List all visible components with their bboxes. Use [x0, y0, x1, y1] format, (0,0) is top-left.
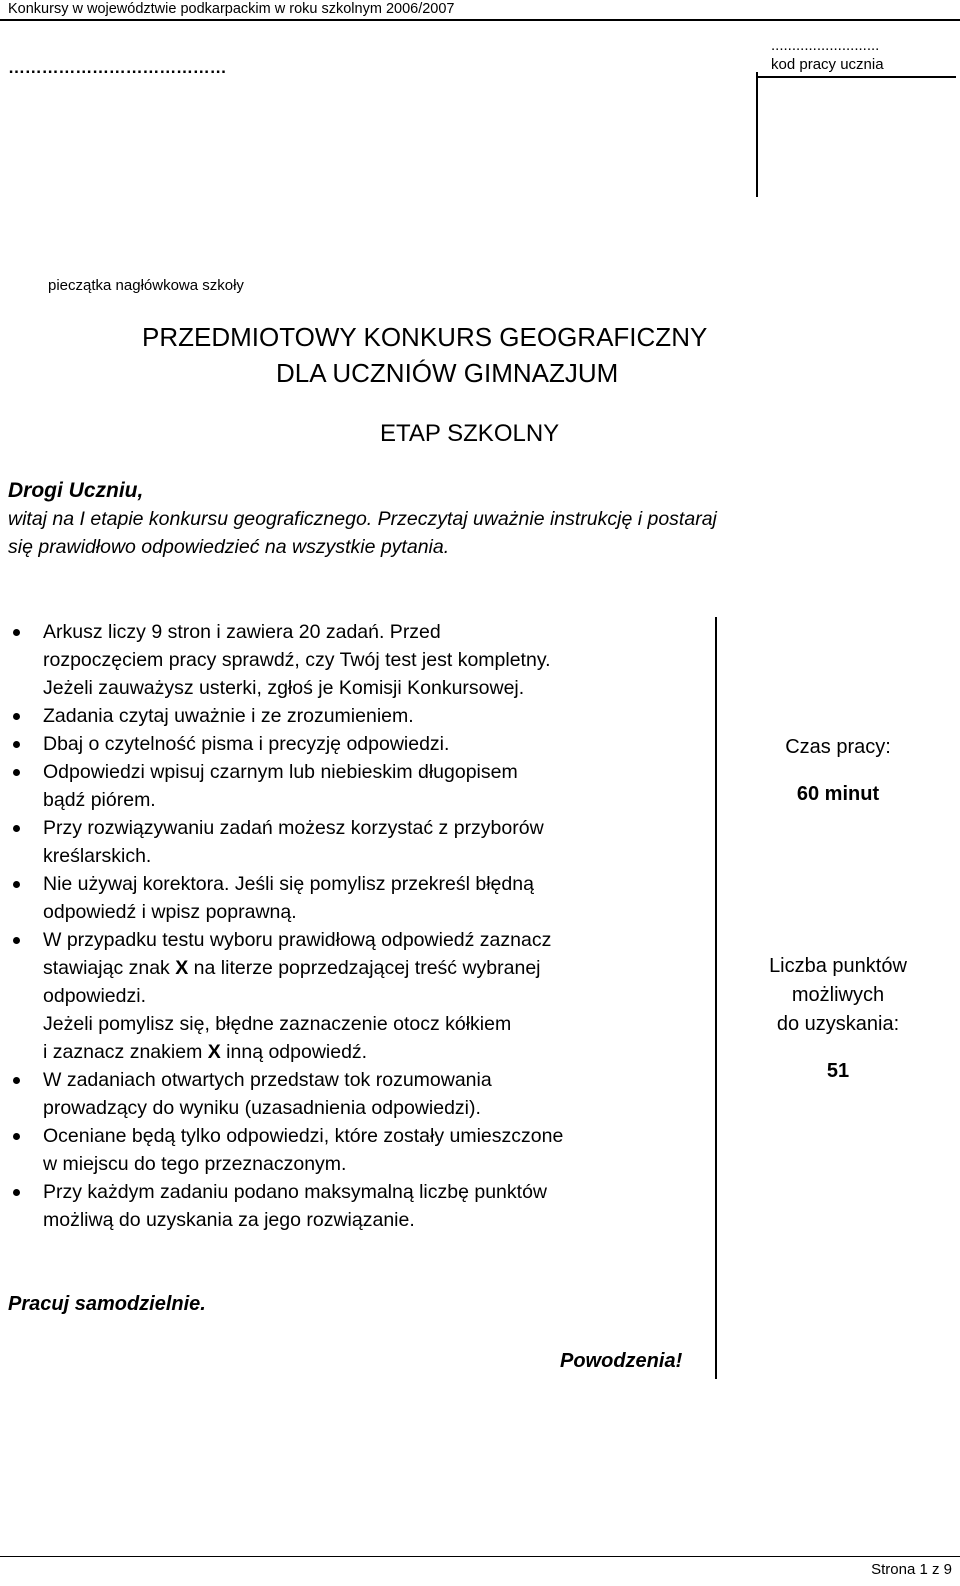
code-box-bottom-border	[756, 76, 956, 78]
points-label-3: do uzyskania:	[776, 1013, 900, 1035]
greeting-line-1: witaj na I etapie konkursu geograficznego. Przeczytaj uważnie instrukcję i postaraj	[8, 508, 717, 530]
instruction-item: Dbaj o czytelność pisma i precyzję odpowiedzi.	[8, 730, 718, 758]
competition-title: PRZEDMIOTOWY KONKURS GEOGRAFICZNY	[142, 322, 708, 352]
mark-x: X	[207, 1041, 221, 1063]
instruction-item: Przy każdym zadaniu podano maksymalną liczbę punktów możliwą do uzyskania za jego rozwiązanie.	[8, 1178, 718, 1234]
instruction-item: Przy rozwiązywaniu zadań możesz korzystać z przyborów kreślarskich.	[8, 814, 718, 870]
document-header: Konkursy w województwie podkarpackim w roku szkolnym 2006/2007	[8, 1, 455, 17]
footer-rule	[0, 1556, 960, 1557]
instruction-item: Oceniane będą tylko odpowiedzi, które zostały umieszczone w miejscu do tego przeznaczonym.	[8, 1122, 718, 1178]
greeting-line-2: się prawidłowo odpowiedzieć na wszystkie pytania.	[8, 536, 450, 558]
points-label-2: możliwych	[791, 984, 885, 1006]
time-value: 60 minut	[796, 783, 880, 805]
instruction-item: Zadania czytaj uważnie i ze zrozumieniem.	[8, 702, 718, 730]
instruction-item: Arkusz liczy 9 stron i zawiera 20 zadań. Przed rozpoczęciem pracy sprawdź, czy Twój test jest kompletny. Jeżeli zauważysz usterki, zgłoś je Komisji Konkursowej.	[8, 618, 718, 702]
points-label-1: Liczba punktów	[769, 955, 907, 977]
code-field-dots: ..........................	[771, 37, 880, 54]
instruction-item: W zadaniach otwartych przedstaw tok rozumowania prowadzący do wyniku (uzasadnienia odpowiedzi).	[8, 1066, 718, 1122]
mark-x: X	[175, 957, 189, 979]
instructions-list	[8, 618, 718, 1234]
stamp-field-label: pieczątka nagłówkowa szkoły	[48, 277, 244, 294]
competition-subtitle: DLA UCZNIÓW GIMNAZJUM	[276, 358, 619, 388]
page-number: Strona 1 z 9	[871, 1561, 952, 1578]
instruction-item: Nie używaj korektora. Jeśli się pomylisz przekreśl błędną odpowiedź i wpisz poprawną.	[8, 870, 718, 926]
stamp-field-dots: …………………………………	[8, 58, 227, 77]
code-box-left-border	[756, 72, 758, 197]
instruction-item: Odpowiedzi wpisuj czarnym lub niebieskim długopisem bądź piórem.	[8, 758, 718, 814]
work-alone-note: Pracuj samodzielnie.	[8, 1293, 206, 1315]
instruction-item: W przypadku testu wyboru prawidłową odpowiedź zaznacz stawiając znak X na literze poprzedzającej treść wybranej odpowiedzi. Jeżeli pomylisz się, błędne zaznaczenie otocz kółkiem i zaznacz znakiem X inną odpowiedź.	[8, 926, 718, 1066]
stage-title: ETAP SZKOLNY	[380, 420, 560, 447]
points-value: 51	[826, 1060, 850, 1082]
header-rule	[0, 19, 960, 21]
code-field-label: kod pracy ucznia	[771, 56, 884, 73]
time-label: Czas pracy:	[785, 736, 891, 758]
greeting-heading: Drogi Uczniu,	[8, 479, 144, 502]
good-luck-note: Powodzenia!	[560, 1350, 683, 1372]
